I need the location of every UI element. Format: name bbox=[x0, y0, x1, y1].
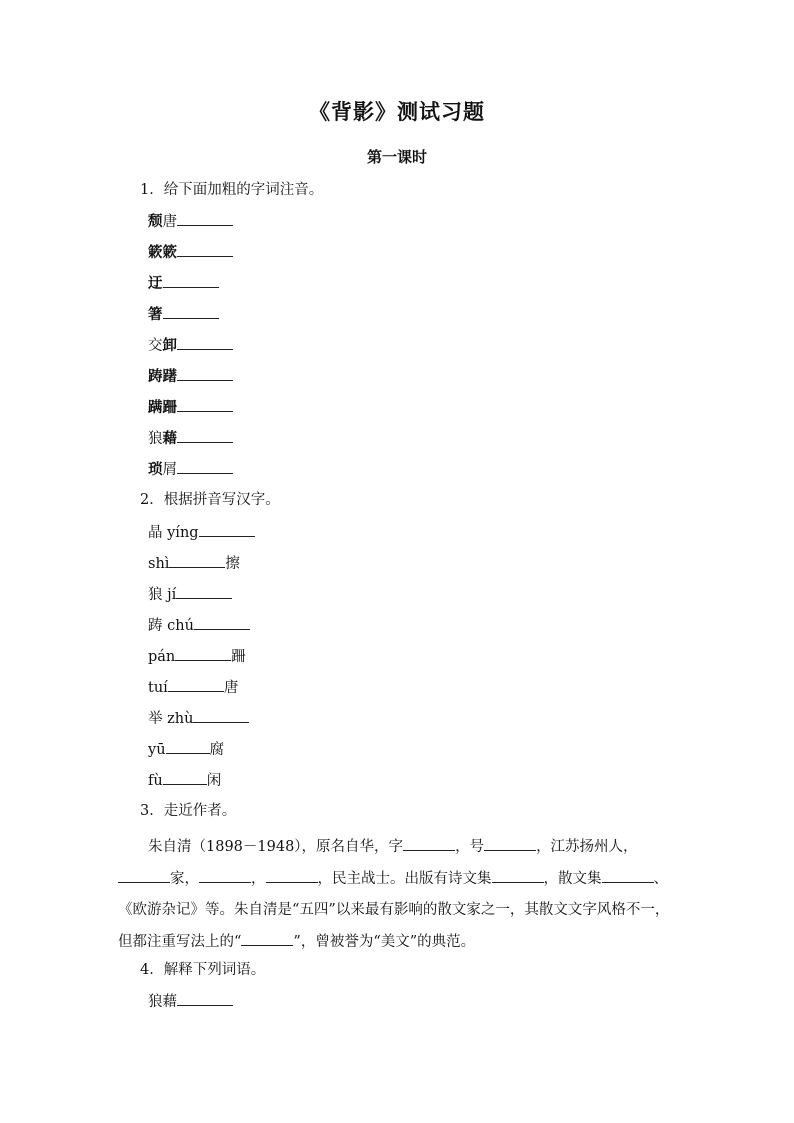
answer-blank[interactable] bbox=[166, 739, 210, 754]
answer-blank[interactable] bbox=[492, 868, 544, 883]
q1-item: 迂 bbox=[148, 273, 219, 294]
answer-blank[interactable] bbox=[199, 868, 251, 883]
answer-blank[interactable] bbox=[177, 335, 233, 350]
q4-item: 狼藉 bbox=[148, 991, 233, 1012]
answer-blank[interactable] bbox=[484, 836, 536, 851]
answer-blank[interactable] bbox=[602, 868, 654, 883]
page-subtitle: 第一课时 bbox=[366, 148, 427, 166]
answer-blank[interactable] bbox=[163, 273, 219, 288]
answer-blank[interactable] bbox=[266, 868, 318, 883]
q2-item: fù 闲 bbox=[148, 770, 221, 791]
q1-item: 蹒跚 bbox=[148, 397, 233, 418]
q2-item: pán 跚 bbox=[148, 646, 246, 667]
author-paragraph: 朱自清（1898－1948），原名自华，字 ，号 ，江苏扬州人，家， ， ，民主战士。出版有诗文集 ，散文集 、《欧游杂记》等。朱自清是“五四”以来最有影响的散文家之一，其散文文字风格不一，但都注重写法上的“ ”，曾被誉为“美文”的典范。 bbox=[118, 832, 678, 958]
question-4-prompt: 4．解释下列词语。 bbox=[140, 962, 266, 978]
q1-item: 踌躇 bbox=[148, 366, 233, 387]
q1-item: 簌簌 bbox=[148, 242, 233, 263]
answer-blank[interactable] bbox=[177, 242, 233, 257]
q2-item: tuí 唐 bbox=[148, 677, 238, 698]
q1-item: 颓唐 bbox=[148, 211, 233, 232]
q1-item: 交卸 bbox=[148, 335, 233, 356]
answer-blank[interactable] bbox=[177, 397, 233, 412]
question-3-prompt: 3．走近作者。 bbox=[140, 803, 237, 819]
answer-blank[interactable] bbox=[194, 615, 250, 630]
answer-blank[interactable] bbox=[163, 304, 219, 319]
q2-item: 晶 yíng bbox=[148, 522, 255, 543]
answer-blank[interactable] bbox=[177, 991, 233, 1006]
q2-item: 狼 jí bbox=[148, 584, 232, 605]
answer-blank[interactable] bbox=[177, 428, 233, 443]
answer-blank[interactable] bbox=[199, 522, 255, 537]
answer-blank[interactable] bbox=[177, 211, 233, 226]
answer-blank[interactable] bbox=[177, 459, 233, 474]
answer-blank[interactable] bbox=[118, 868, 170, 883]
answer-blank[interactable] bbox=[241, 931, 293, 946]
q2-item: shì 擦 bbox=[148, 553, 240, 574]
q2-item: yū 腐 bbox=[148, 739, 224, 760]
answer-blank[interactable] bbox=[175, 646, 231, 661]
q2-item: 举 zhù bbox=[148, 708, 249, 729]
q1-item: 狼藉 bbox=[148, 428, 233, 449]
q1-item: 琐屑 bbox=[148, 459, 233, 480]
answer-blank[interactable] bbox=[176, 584, 232, 599]
page-title: 《背影》测试习题 bbox=[309, 99, 485, 124]
answer-blank[interactable] bbox=[403, 836, 455, 851]
question-2-prompt: 2．根据拼音写汉字。 bbox=[140, 492, 280, 508]
answer-blank[interactable] bbox=[177, 366, 233, 381]
q2-item: 踌 chú bbox=[148, 615, 250, 636]
q1-item: 箸 bbox=[148, 304, 219, 325]
answer-blank[interactable] bbox=[163, 770, 207, 785]
question-1-prompt: 1．给下面加粗的字词注音。 bbox=[140, 182, 324, 198]
answer-blank[interactable] bbox=[193, 708, 249, 723]
answer-blank[interactable] bbox=[168, 677, 224, 692]
answer-blank[interactable] bbox=[169, 553, 225, 568]
